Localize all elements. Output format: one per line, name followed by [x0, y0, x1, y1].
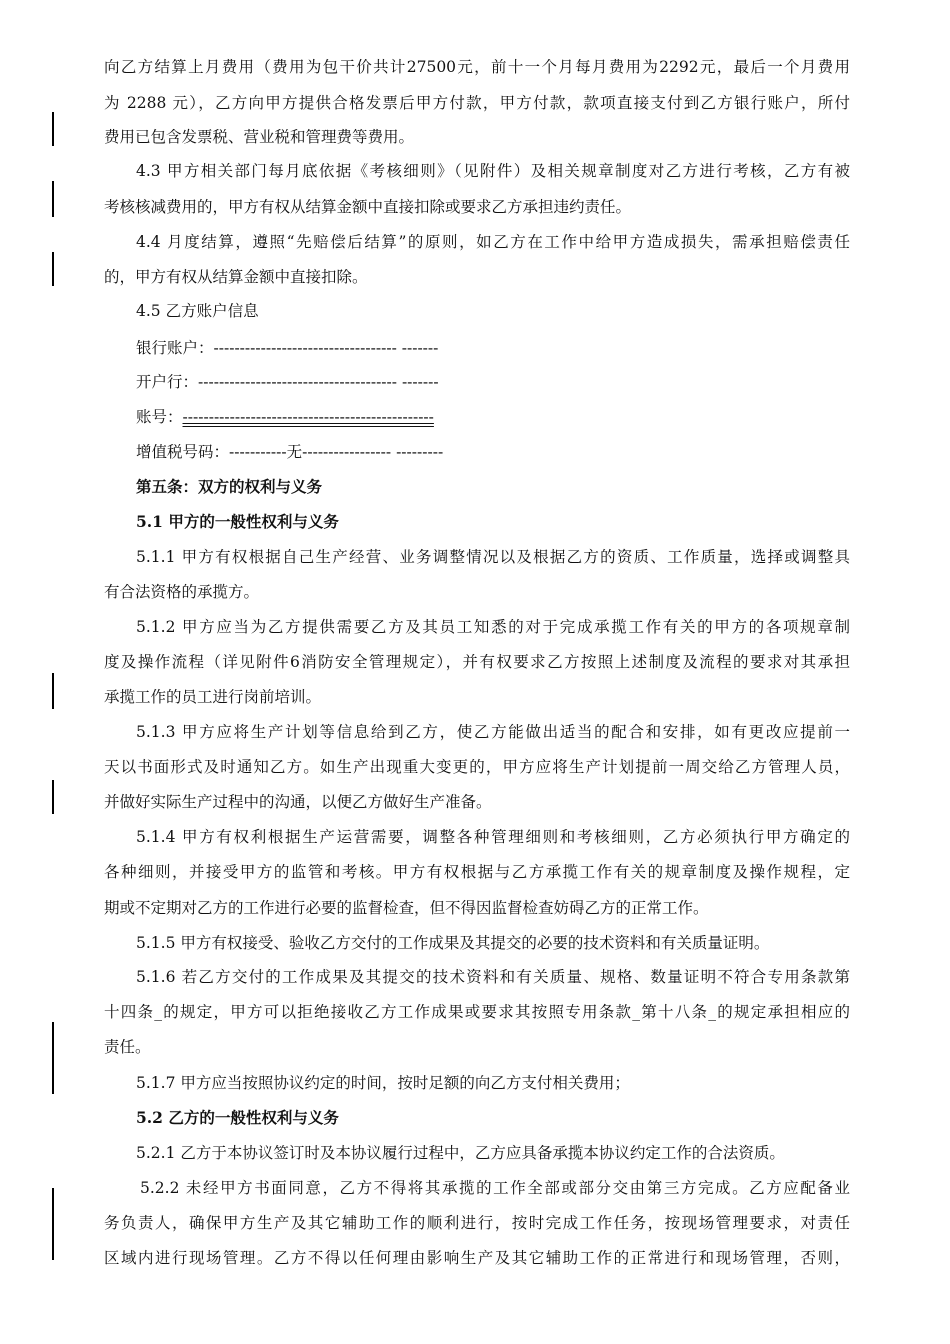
text-line: 期或不定期对乙方的工作进行必要的监督检查，但不得因监督检查妨碍乙方的正常工作。: [104, 899, 709, 917]
revision-bar: [52, 1188, 54, 1260]
text-line: 5.1.2 甲方应当为乙方提供需要乙方及其员工知悉的对于完成承揽工作有关的甲方的各项规章制: [136, 618, 850, 636]
text-line: 天以书面形式及时通知乙方。如生产出现重大变更的，甲方应将生产计划提前一周交给乙方管理人员，: [104, 758, 850, 776]
account-number-value: ------------------------------------------------: [182, 408, 434, 426]
text-line: 各种细则，并接受甲方的监管和考核。甲方有权根据与乙方承揽工作有关的规章制度及操作规程，定: [104, 863, 850, 881]
text-line: 向乙方结算上月费用（费用为包干价共计27500元，前十一个月每月费用为2292元，最后一个月费用: [104, 58, 850, 76]
text-line: 4.3 甲方相关部门每月底依据《考核细则》（见附件）及相关规章制度对乙方进行考核，乙方有被: [136, 162, 850, 180]
text-line: 为 2288 元），乙方向甲方提供合格发票后甲方付款，甲方付款，款项直接支付到乙方银行账户，所付: [104, 94, 850, 112]
text-line: 有合法资格的承揽方。: [104, 583, 260, 601]
text-line: 十四条_的规定，甲方可以拒绝接收乙方工作成果或要求其按照专用条款_第十八条_的规定承担相应的: [104, 1003, 850, 1021]
text-line: 5.2.1 乙方于本协议签订时及本协议履行过程中，乙方应具备承揽本协议约定工作的合法资质。: [136, 1144, 785, 1162]
text-line: 5.2.2 未经甲方书面同意，乙方不得将其承揽的工作全部或部分交由第三方完成。乙方应配备业: [140, 1179, 850, 1197]
text-line: 5.1.6 若乙方交付的工作成果及其提交的技术资料和有关质量、规格、数量证明不符合专用条款第: [136, 968, 850, 986]
revision-bar: [52, 1022, 54, 1094]
section-heading: 4.5 乙方账户信息: [136, 302, 259, 320]
bank-name-field: 开户行：-------------------------------------- -------: [136, 373, 439, 391]
text-line: 考核核减费用的，甲方有权从结算金额中直接扣除或要求乙方承担违约责任。: [104, 198, 632, 216]
text-line: 务负责人，确保甲方生产及其它辅助工作的顺利进行，按时完成工作任务，按现场管理要求，对责任: [104, 1214, 850, 1232]
text-line: 4.4 月度结算，遵照“先赔偿后结算”的原则，如乙方在工作中给甲方造成损失，需承担赔偿责任: [136, 233, 850, 251]
section-5-1-heading: 5.1 甲方的一般性权利与义务: [136, 512, 339, 531]
revision-bar: [52, 780, 54, 814]
revision-bar: [52, 181, 54, 217]
text-line: 5.1.7 甲方应当按照协议约定的时间，按时足额的向乙方支付相关费用；: [136, 1074, 630, 1092]
text-line: 并做好实际生产过程中的沟通，以便乙方做好生产准备。: [104, 793, 492, 811]
account-number-field: [136, 407, 434, 427]
revision-bar: [52, 673, 54, 709]
text-line: 的，甲方有权从结算金额中直接扣除。: [104, 268, 368, 286]
revision-bar: [52, 252, 54, 286]
text-line: 区域内进行现场管理。乙方不得以任何理由影响生产及其它辅助工作的正常进行和现场管理，否则，: [104, 1249, 850, 1267]
text-line: 费用已包含发票税、营业税和管理费等费用。: [104, 128, 415, 146]
tax-number-field: 增值税号码：-----------无----------------- ---------: [136, 443, 444, 461]
account-number-label: 账号：: [136, 408, 183, 426]
text-line: 承揽工作的员工进行岗前培训。: [104, 688, 322, 706]
text-line: 5.1.3 甲方应将生产计划等信息给到乙方，使乙方能做出适当的配合和安排，如有更改应提前一: [136, 723, 850, 741]
revision-bar: [52, 112, 54, 146]
text-line: 5.1.5 甲方有权接受、验收乙方交付的工作成果及其提交的必要的技术资料和有关质量证明。: [136, 934, 770, 952]
text-line: 度及操作流程（详见附件6消防安全管理规定），并有权要求乙方按照上述制度及流程的要求对其承担: [104, 653, 850, 671]
section-5-2-heading: 5.2 乙方的一般性权利与义务: [136, 1108, 339, 1127]
text-line: 5.1.4 甲方有权利根据生产运营需要，调整各种管理细则和考核细则，乙方必须执行甲方确定的: [136, 828, 850, 846]
bank-account-field: 银行账户：----------------------------------- -------: [136, 339, 439, 357]
article-five-heading: 第五条：双方的权利与义务: [136, 477, 323, 496]
text-line: 5.1.1 甲方有权根据自己生产经营、业务调整情况以及根据乙方的资质、工作质量，选择或调整具: [136, 548, 850, 566]
text-line: 责任。: [104, 1038, 151, 1056]
